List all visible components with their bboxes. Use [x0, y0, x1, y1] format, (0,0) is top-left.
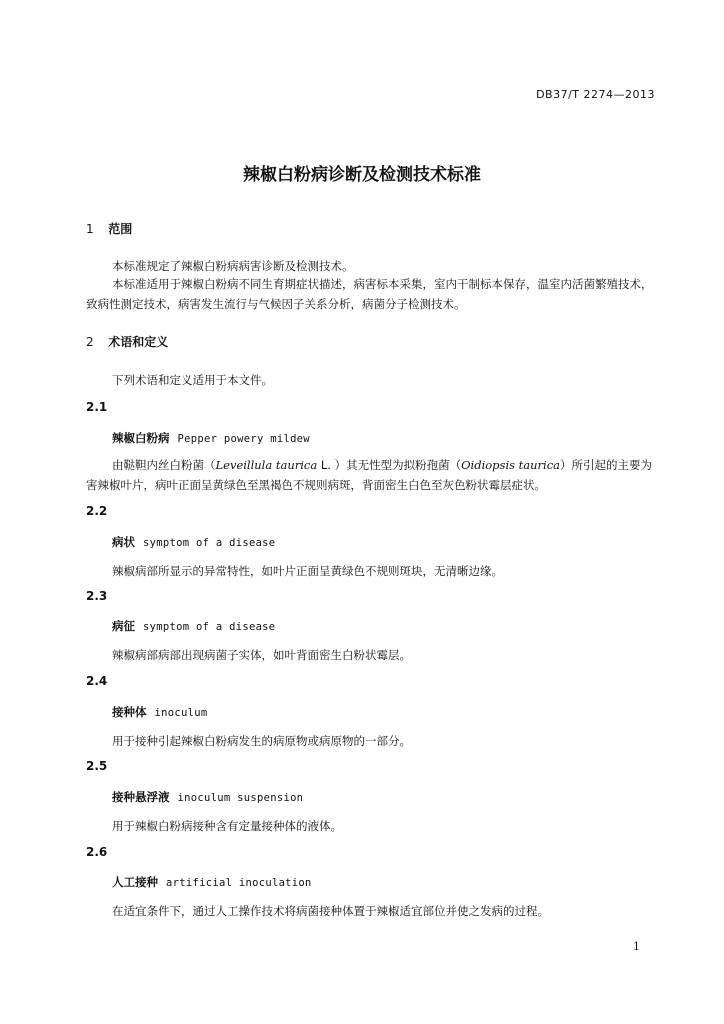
scope-paragraph-2: 本标准适用于辣椒白粉病不同生育期症状描述，病害标本采集，室内干制标本保存，温室内活菌繁殖技术，致病性测定技术，病害发生流行与气候因子关系分析，病菌分子检测技术。 — [86, 277, 653, 311]
term-entry — [112, 534, 275, 550]
section-heading-terms — [86, 333, 168, 350]
term-definition: 辣椒病部所显示的异常特性，如叶片正面呈黄绿色不规则斑块，无清晰边缘。 — [112, 564, 503, 578]
term-chinese: 病状 — [112, 535, 135, 549]
term-english: inoculum — [154, 707, 208, 719]
term-english: symptom of a disease — [143, 621, 276, 633]
term-definition: 辣椒病部病部出现病菌子实体，如叶背面密生白粉状霉层。 — [112, 648, 411, 662]
species-name: Leveillula taurica — [215, 458, 318, 472]
species-name: Oidiopsis taurica — [461, 458, 561, 472]
clause-number: 2.6 — [86, 845, 108, 859]
term-chinese: 人工接种 — [112, 875, 158, 889]
section-title: 术语和定义 — [108, 335, 169, 349]
term-entry — [112, 704, 207, 720]
term-definition: 在适宜条件下，通过人工操作技术将病菌接种体置于辣椒适宜部位并使之发病的过程。 — [112, 904, 549, 918]
terms-intro: 下列术语和定义适用于本文件。 — [112, 373, 273, 387]
term-entry — [112, 430, 310, 446]
clause-number: 2.4 — [86, 674, 108, 688]
term-definition: 用于辣椒白粉病接种含有定量接种体的液体。 — [112, 819, 342, 833]
clause-number: 2.5 — [86, 759, 108, 773]
clause-number: 2.1 — [86, 400, 108, 414]
term-chinese: 接种体 — [112, 705, 147, 719]
section-number: 2 — [86, 335, 94, 349]
term-entry — [112, 618, 275, 634]
definition-text: L. ）其无性型为拟粉孢菌（ — [317, 458, 462, 472]
term-definition: 用于接种引起辣椒白粉病发生的病原物或病原物的一部分。 — [112, 734, 411, 748]
section-number: 1 — [86, 222, 94, 236]
definition-text: 由鞑靼内丝白粉菌（ — [112, 458, 216, 472]
term-english: symptom of a disease — [143, 537, 276, 549]
scope-paragraph-1: 本标准规定了辣椒白粉病病害诊断及检测技术。 — [112, 259, 354, 273]
term-chinese: 接种悬浮液 — [112, 790, 170, 804]
term-definition — [86, 455, 655, 495]
section-title: 范围 — [108, 222, 133, 236]
definition-text: ）所引起的主要为害辣椒叶片，病叶正面呈黄绿色至黑褐色不规则病斑，背面密生白色至灰色粉状霉层症状。 — [86, 458, 653, 492]
term-entry — [112, 874, 312, 890]
term-chinese: 辣椒白粉病 — [112, 431, 170, 445]
clause-number: 2.3 — [86, 589, 108, 603]
term-entry — [112, 789, 303, 805]
document-code: DB37/T 2274—2013 — [536, 88, 655, 101]
page-number: 1 — [633, 940, 640, 953]
term-english: artificial inoculation — [166, 877, 312, 889]
term-chinese: 病征 — [112, 619, 135, 633]
clause-number: 2.2 — [86, 504, 108, 518]
term-english: inoculum suspension — [177, 792, 304, 804]
section-heading-scope — [86, 220, 132, 237]
term-english: Pepper powery mildew — [177, 433, 310, 445]
document-title: 辣椒白粉病诊断及检测技术标准 — [243, 165, 481, 185]
